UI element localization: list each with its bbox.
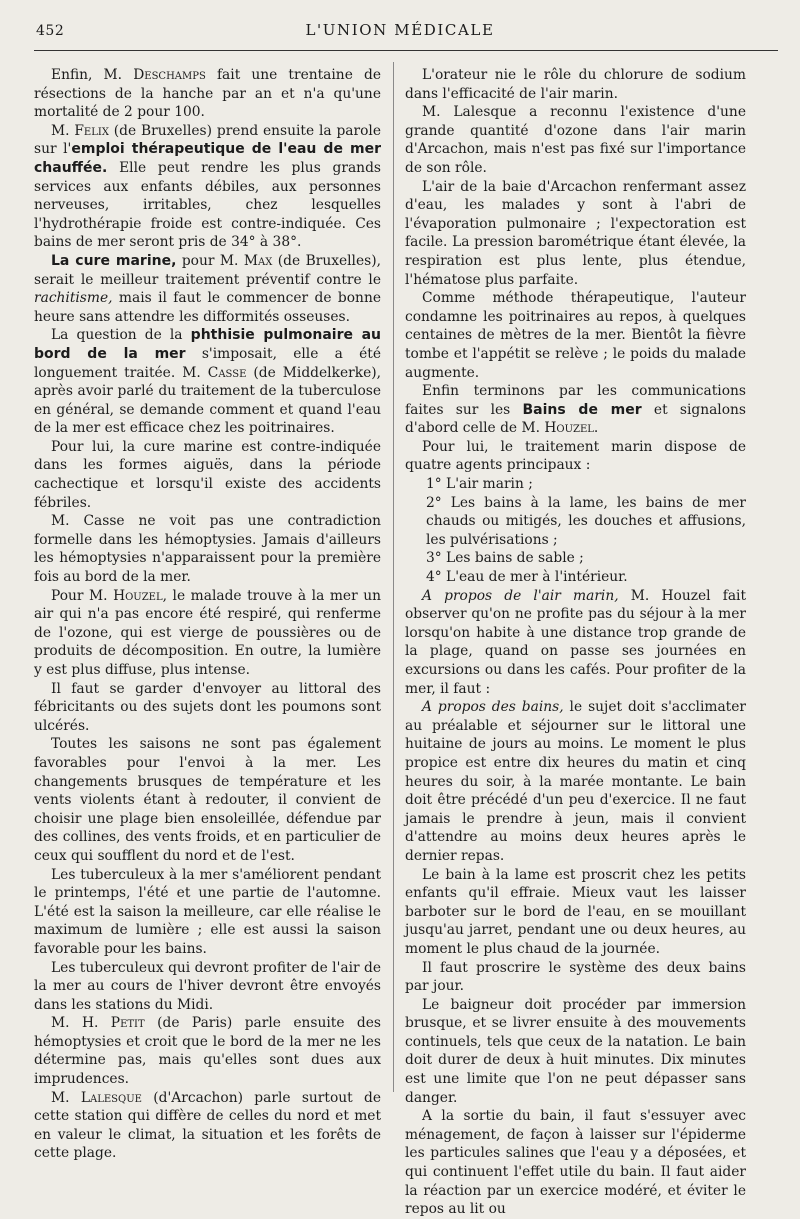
author-name: Petit bbox=[110, 1015, 145, 1032]
paragraph: A propos de l'air marin, M. Houzel fait observer qu'on ne profite pas du séjour à la mer lorsqu'on habite à une distance trop grande de la plage, quand on passe ses journées en excursions ou dans les cafés. Pour profiter de la mer, il faut : bbox=[405, 587, 747, 697]
paragraph: Enfin, M. Deschamps fait une trentaine de résections de la hanche par an et n'a qu'une mortalité de 2 pour 100. bbox=[34, 67, 381, 121]
author-name: Lalesque bbox=[80, 1089, 142, 1106]
paragraph: L'orateur nie le rôle du chlorure de sodium dans l'efficacité de l'air marin. bbox=[405, 67, 746, 102]
paragraph: Pour lui, la cure marine est contre-indiquée dans les formes aiguës, dans la période cachectique et lorsqu'il existe des accidents fébriles. bbox=[34, 438, 381, 511]
paragraph: M. Lalesque (d'Arcachon) parle surtout de cette station qui diffère de celles du nord et met en valeur le climat, la situation et les forêts de cette plage. bbox=[34, 1089, 381, 1162]
paragraph: Les tuberculeux à la mer s'améliorent pendant le printemps, l'été et une partie de l'automne. L'été est la saison la meilleure, car elle réalise le maximum de lumière ; elle est aussi la saison favorable pour les bains. bbox=[34, 866, 381, 957]
list-item: 1° L'air marin ; bbox=[426, 476, 533, 493]
paragraph: Enfin terminons par les communications faites sur les Bains de mer et signalons d'abord celle de M. Houzel. bbox=[405, 383, 746, 437]
bold-heading: La cure marine, bbox=[51, 252, 177, 269]
paragraph: M. Lalesque a reconnu l'existence d'une grande quantité d'ozone dans l'air marin d'Arcachon, mais n'est pas fixé sur l'importance de son rôle. bbox=[405, 104, 746, 176]
right-column bbox=[405, 66, 746, 1219]
paragraph: La cure marine, pour M. Max (de Bruxelles), serait le meilleur traitement préventif contre le rachitisme, mais il faut le commencer de bonne heure sans attendre les difformités osseuses. bbox=[34, 252, 381, 325]
list-item: 3° Les bains de sable ; bbox=[426, 550, 584, 567]
paragraph: M. H. Petit (de Paris) parle ensuite des hémoptysies et croit que le bord de la mer ne les détermine pas, mais qu'elles sont dues aux imprudences. bbox=[34, 1015, 381, 1088]
column-divider bbox=[393, 62, 394, 1092]
paragraph: L'air de la baie d'Arcachon renfermant assez d'eau, les malades y sont à l'abri de l'évaporation pulmonaire ; l'expectoration est facile. La pression barométrique étant élevée, la respiration est plus lente, plus étendue, l'hématose plus parfaite. bbox=[405, 178, 746, 288]
italic-term: A propos des bains, bbox=[422, 699, 564, 716]
author-name: Casse bbox=[207, 364, 247, 381]
left-column bbox=[34, 66, 381, 1163]
running-head: L'UNION MÉDICALE bbox=[305, 21, 495, 39]
author-name: Deschamps bbox=[133, 67, 206, 83]
paragraph: Toutes les saisons ne sont pas également favorables pour l'envoi à la mer. Les changements brusques de température et les vents violents étant à redouter, il convient de choisir une plage bien ensoleillée, défendue par des collines, des vents froids, et en particulier de ceux qui soufflent du nord et de l'est. bbox=[34, 736, 381, 864]
bold-heading: phthisie pulmonaire au bord de la mer bbox=[34, 327, 382, 362]
paragraph: M. Felix (de Bruxelles) prend ensuite la parole sur l'emploi thérapeutique de l'eau de mer chauffée. Elle peut rendre les plus grands services aux enfants débiles, aux personnes nerveuses, irritables, chez lesquelles l'hydrothérapie froide est contre-indiquée. Ces bains de mer seront pris de 34° à 38°. bbox=[34, 122, 382, 251]
paragraph: M. Casse ne voit pas une contradiction formelle dans les hémoptysies. Jamais d'ailleurs les hémoptysies n'apparaissent pour la première fois au bord de la mer. bbox=[34, 513, 381, 586]
author-name: Houzel bbox=[544, 420, 594, 437]
paragraph: Pour lui, le traitement marin dispose de quatre agents principaux : bbox=[405, 438, 746, 474]
paragraph: Pour M. Houzel, le malade trouve à la mer un air qui n'a pas encore été respiré, qui renferme de l'ozone, qui est vierge de poussières ou de produits de décomposition. En outre, la lumière y est plus diffuse, plus intense. bbox=[34, 587, 381, 678]
paragraph: Le baigneur doit procéder par immersion brusque, et se livrer ensuite à des mouvements continuels, tels que ceux de la natation. Le bain doit durer de deux à huit minutes. Dix minutes est une limite que l'on ne peut dépasser sans danger. bbox=[405, 996, 746, 1106]
paragraph: Il faut se garder d'envoyer au littoral des fébricitants ou des sujets dont les poumons sont ulcérés. bbox=[34, 680, 381, 734]
page-header bbox=[0, 0, 800, 60]
page-number: 452 bbox=[36, 23, 65, 39]
italic-term: rachitisme, bbox=[34, 290, 113, 307]
author-name: Houzel bbox=[113, 587, 163, 604]
paragraph: Il faut proscrire le système des deux bains par jour. bbox=[405, 959, 746, 995]
list-item: 2° Les bains à la lame, les bains de mer chauds ou mitigés, les douches et affusions, les pulvérisations ; bbox=[426, 494, 746, 548]
list-item: 4° L'eau de mer à l'intérieur. bbox=[426, 569, 628, 586]
paragraph: Comme méthode thérapeutique, l'auteur condamne les poitrinaires au repos, à quelques centaines de mètres de la mer. Bientôt la fièvre tombe et l'appétit se relève ; le poids du malade augmente. bbox=[405, 290, 746, 381]
paragraph: A la sortie du bain, il faut s'essuyer avec ménagement, de façon à laisser sur l'épiderme les particules salines que l'eau y a déposées, et qui continuent l'effet utile du bain. Il faut aider la réaction par un exercice modéré, et éviter le repos au lit ou bbox=[405, 1108, 746, 1218]
bold-heading: Bains de mer bbox=[522, 401, 642, 418]
header-rule bbox=[34, 50, 778, 51]
paragraph: La question de la phthisie pulmonaire au bord de la mer s'imposait, elle a été longuement traitée. M. Casse (de Middelkerke), après avoir parlé du traitement de la tuberculose en général, se demande comment et quand l'eau de la mer est efficace chez les poitrinaires. bbox=[34, 327, 382, 437]
paragraph: Les tuberculeux qui devront profiter de l'air de la mer au cours de l'hiver devront être envoyés dans les stations du Midi. bbox=[34, 959, 381, 1013]
italic-term: A propos de l'air marin, bbox=[422, 587, 619, 604]
author-name: Felix bbox=[74, 122, 109, 139]
author-name: Max bbox=[243, 252, 273, 269]
paragraph: A propos des bains, le sujet doit s'acclimater au préalable et séjourner sur le littoral une huitaine de jours au moins. Le moment le plus propice est entre dix heures du matin et cinq heures du soir, à la marée montante. Le bain doit être précédé d'un peu d'exercice. Il ne faut jamais le prendre à jeun, mais il convient d'attendre au moins deux heures après le dernier repas. bbox=[405, 699, 746, 864]
bold-heading: emploi thérapeutique de l'eau de mer chauffée. bbox=[34, 141, 382, 176]
paragraph: Le bain à la lame est proscrit chez les petits enfants qu'il effraie. Mieux vaut les laisser barboter sur le bord de l'eau, en se mouillant jusqu'au jarret, pendant une ou deux heures, au moment le plus chaud de la journée. bbox=[405, 866, 746, 957]
